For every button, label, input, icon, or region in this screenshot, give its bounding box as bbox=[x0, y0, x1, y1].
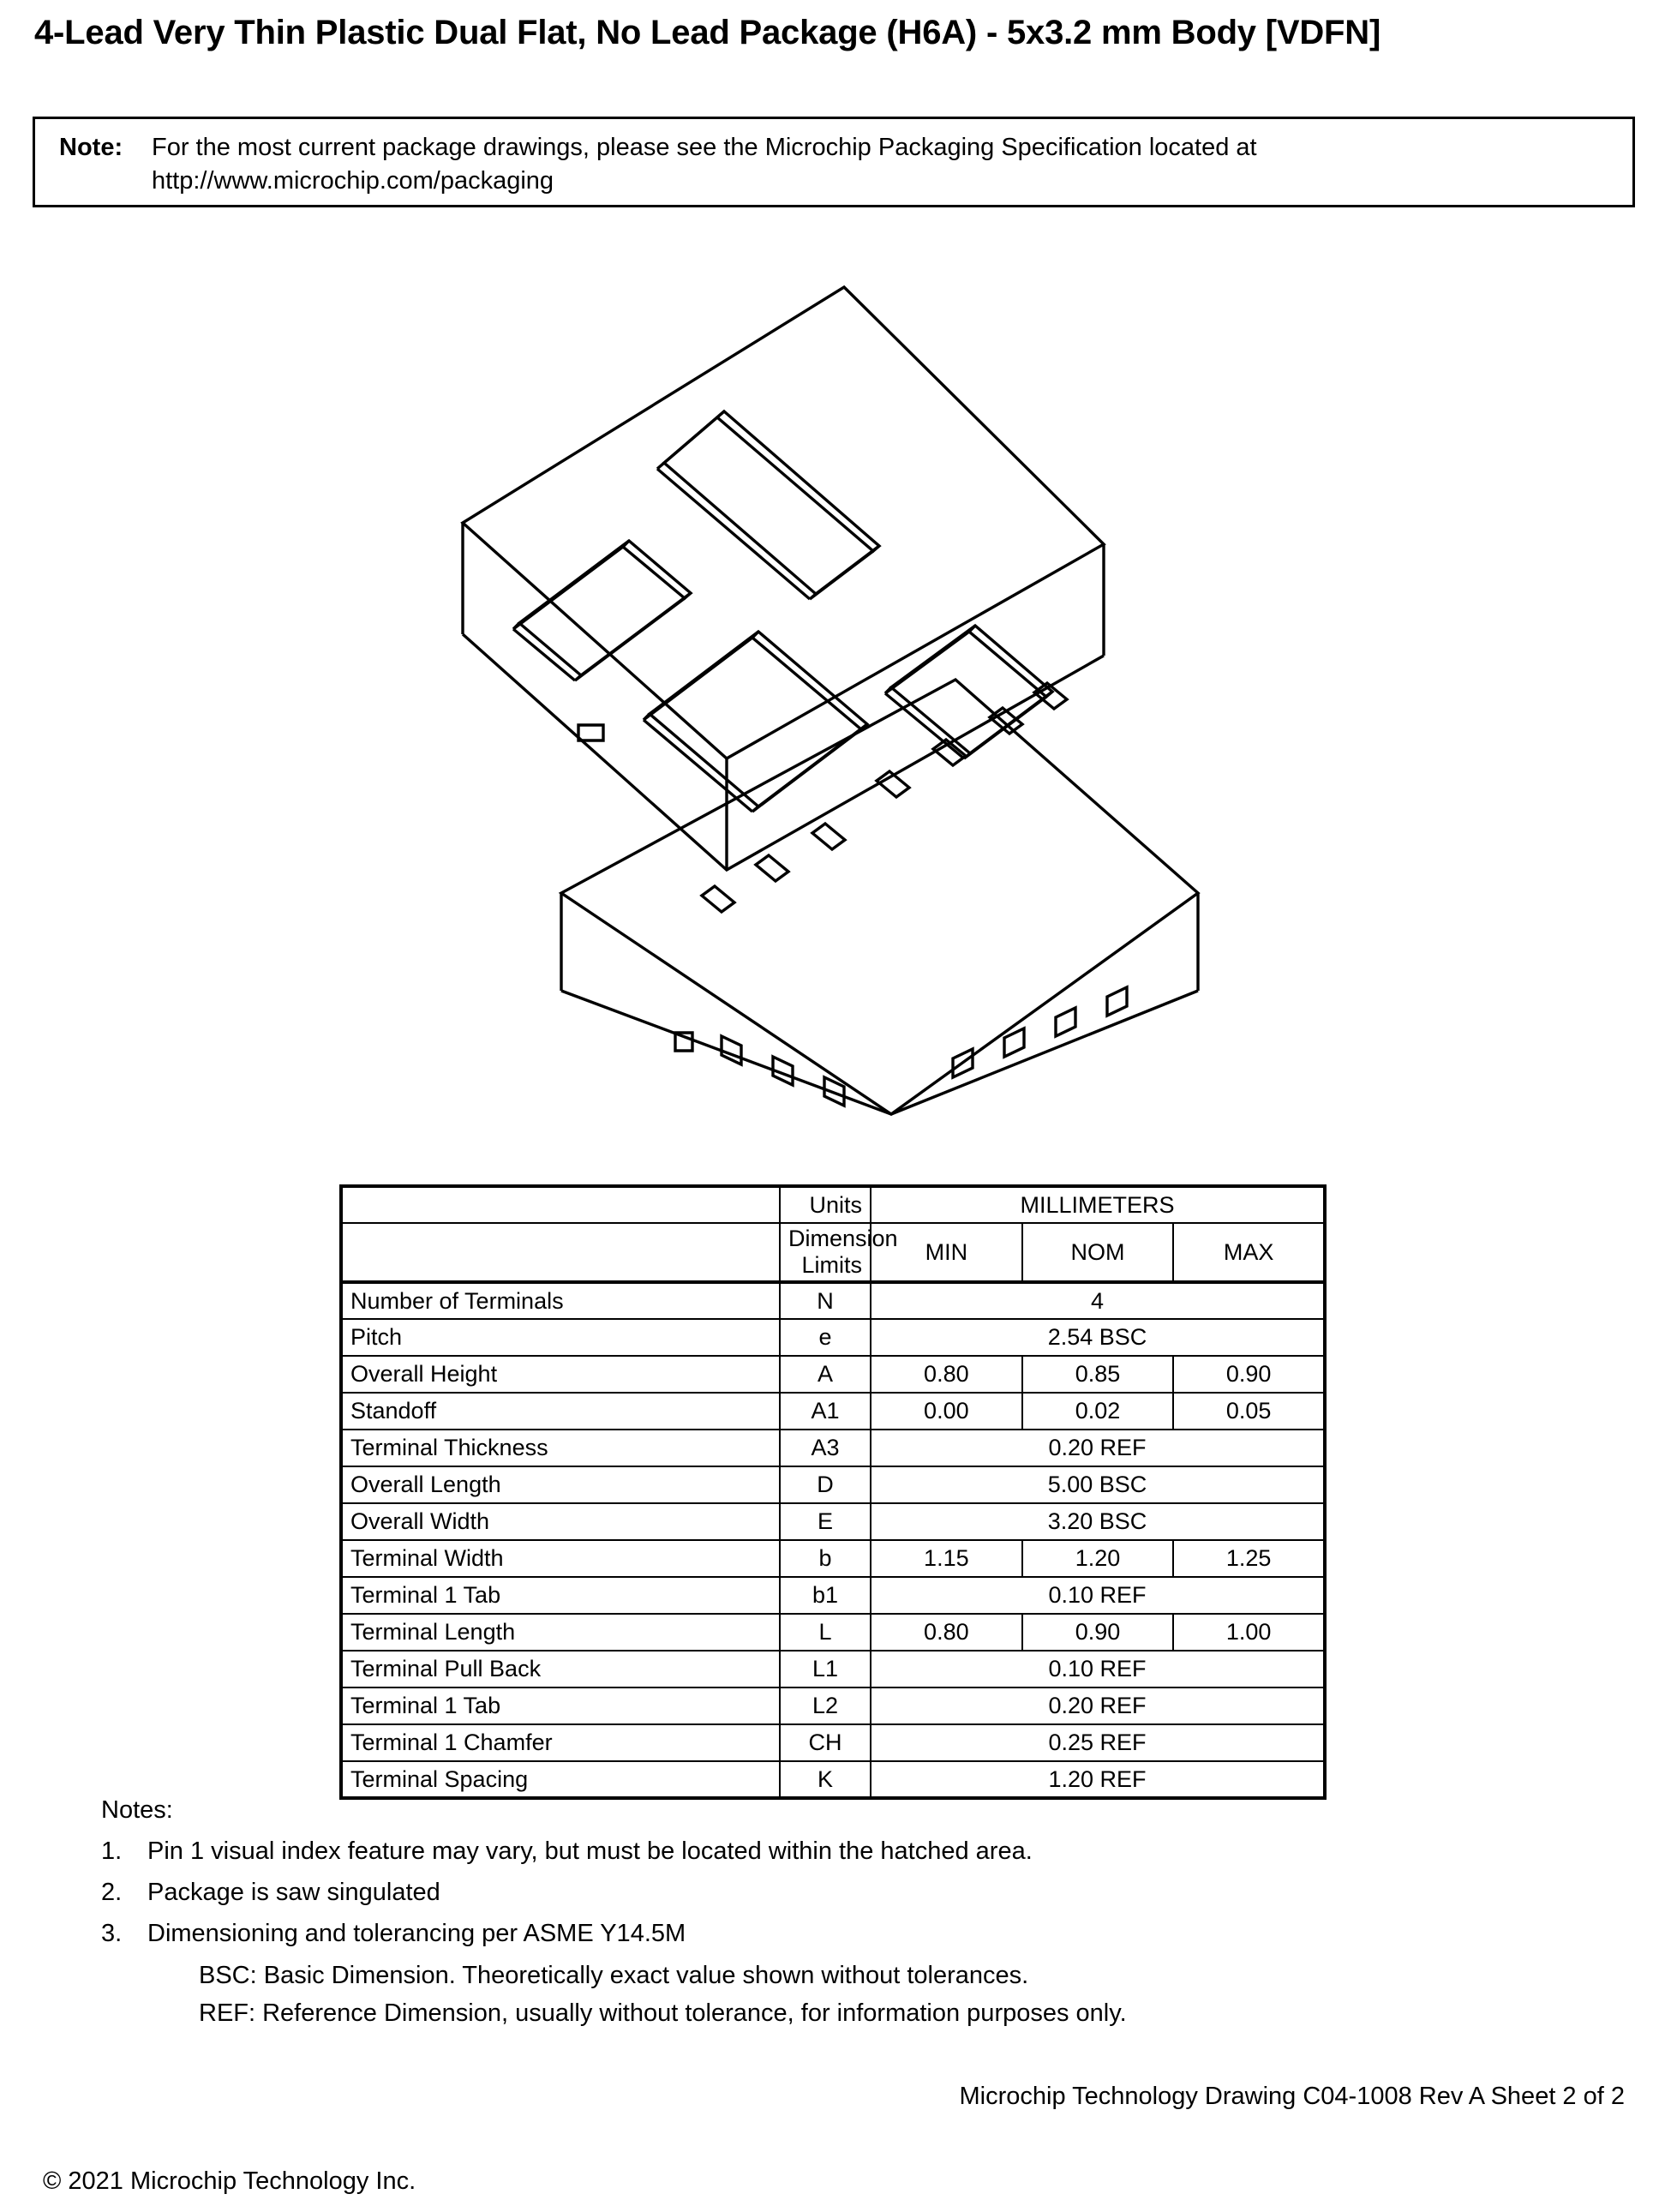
dimension-symbol: L2 bbox=[780, 1687, 871, 1724]
isometric-body-view bbox=[561, 680, 1198, 1114]
definition-line: BSC: Basic Dimension. Theoretically exact value shown without tolerances. bbox=[199, 1961, 1029, 1989]
dimension-label: Standoff bbox=[341, 1393, 780, 1430]
side-terminal bbox=[877, 771, 909, 797]
notes-definitions bbox=[199, 1961, 1472, 2029]
dimension-value-nom: 0.90 bbox=[1022, 1614, 1174, 1651]
dimension-symbol: A1 bbox=[780, 1393, 871, 1430]
terminal-pad bbox=[657, 411, 879, 599]
dimension-value-span: 3.20 BSC bbox=[871, 1503, 1325, 1540]
dimension-symbol: E bbox=[780, 1503, 871, 1540]
dimension-label: Number of Terminals bbox=[341, 1282, 780, 1319]
terminal-1-tab bbox=[578, 725, 603, 740]
dimension-value-span: 4 bbox=[871, 1282, 1325, 1319]
side-terminal bbox=[933, 740, 966, 765]
list-item bbox=[101, 1919, 1472, 1948]
dimension-symbol: L1 bbox=[780, 1651, 871, 1687]
col-header-min: MIN bbox=[871, 1223, 1022, 1282]
package-drawings bbox=[0, 257, 1671, 1148]
dimension-value-nom: 0.02 bbox=[1022, 1393, 1174, 1430]
definition-line: REF: Reference Dimension, usually without tolerance, for information purposes only. bbox=[199, 1999, 1127, 2028]
table-row bbox=[341, 1614, 1325, 1651]
side-terminal bbox=[702, 886, 734, 912]
dimension-value-min: 1.15 bbox=[871, 1540, 1022, 1577]
side-terminal bbox=[990, 708, 1022, 734]
list-item bbox=[101, 1837, 1472, 1866]
table-row bbox=[341, 1651, 1325, 1687]
dimension-symbol: A3 bbox=[780, 1430, 871, 1466]
list-item-text: Dimensioning and tolerancing per ASME Y14.5M bbox=[147, 1920, 686, 1948]
dimension-symbol: b1 bbox=[780, 1577, 871, 1614]
dimension-label: Terminal Spacing bbox=[341, 1761, 780, 1798]
table-row bbox=[341, 1503, 1325, 1540]
list-item-text: Package is saw singulated bbox=[147, 1879, 440, 1907]
list-item-number: 1. bbox=[101, 1837, 123, 1865]
dimension-symbol: D bbox=[780, 1466, 871, 1503]
dimension-value-nom: 0.85 bbox=[1022, 1356, 1174, 1393]
table-header-limits-row bbox=[341, 1223, 1325, 1282]
dimension-value-min: 0.00 bbox=[871, 1393, 1022, 1430]
dimension-table-container bbox=[339, 1184, 1323, 1800]
dimension-value-max: 1.00 bbox=[1173, 1614, 1325, 1651]
copyright-notice: © 2021 Microchip Technology Inc. bbox=[43, 2167, 416, 2195]
dimension-label: Overall Length bbox=[341, 1466, 780, 1503]
dimension-label: Pitch bbox=[341, 1319, 780, 1356]
dimension-value-max: 1.25 bbox=[1173, 1540, 1325, 1577]
table-row bbox=[341, 1282, 1325, 1319]
units-blank-cell bbox=[341, 1186, 780, 1223]
isometric-top-view-with-pads bbox=[463, 287, 1104, 912]
dimension-label: Terminal Thickness bbox=[341, 1430, 780, 1466]
dimension-value-span: 2.54 BSC bbox=[871, 1319, 1325, 1356]
drawing-reference: Microchip Technology Drawing C04-1008 Rev A Sheet 2 of 2 bbox=[959, 2083, 1625, 2110]
list-item-number: 3. bbox=[101, 1920, 123, 1948]
dimension-value-span: 0.10 REF bbox=[871, 1577, 1325, 1614]
dimension-value-min: 0.80 bbox=[871, 1356, 1022, 1393]
dimension-limits-label-cell: Dimension Limits bbox=[780, 1223, 871, 1282]
table-row bbox=[341, 1724, 1325, 1761]
side-terminal bbox=[1056, 1008, 1075, 1036]
list-item-text: Pin 1 visual index feature may vary, but must be located within the hatched area. bbox=[147, 1837, 1033, 1865]
dimension-value-max: 0.05 bbox=[1173, 1393, 1325, 1430]
table-row bbox=[341, 1761, 1325, 1798]
note-text: For the most current package drawings, please see the Microchip Packaging Specification located at http://www.microchip.com/packaging bbox=[152, 134, 1257, 195]
dimension-value-span: 0.20 REF bbox=[871, 1687, 1325, 1724]
dimension-value-span: 0.25 REF bbox=[871, 1724, 1325, 1761]
side-terminal bbox=[756, 855, 788, 881]
page-title: 4-Lead Very Thin Plastic Dual Flat, No Lead Package (H6A) - 5x3.2 mm Body [VDFN] bbox=[34, 14, 1381, 51]
dimension-symbol: CH bbox=[780, 1724, 871, 1761]
dimension-label: Terminal Pull Back bbox=[341, 1651, 780, 1687]
dimension-symbol: A bbox=[780, 1356, 871, 1393]
dimension-symbol: K bbox=[780, 1761, 871, 1798]
side-terminal bbox=[1034, 683, 1067, 709]
dimension-value-span: 0.10 REF bbox=[871, 1651, 1325, 1687]
dimension-label: Terminal 1 Chamfer bbox=[341, 1724, 780, 1761]
table-header-units-row bbox=[341, 1186, 1325, 1223]
table-row bbox=[341, 1577, 1325, 1614]
list-item bbox=[101, 1878, 1472, 1907]
dimension-value-span: 5.00 BSC bbox=[871, 1466, 1325, 1503]
dimension-label: Terminal Length bbox=[341, 1614, 780, 1651]
table-row bbox=[341, 1393, 1325, 1430]
side-terminal bbox=[1004, 1028, 1024, 1057]
dimension-value-span: 0.20 REF bbox=[871, 1430, 1325, 1466]
dimension-symbol: N bbox=[780, 1282, 871, 1319]
dimension-symbol: e bbox=[780, 1319, 871, 1356]
dimension-label: Overall Height bbox=[341, 1356, 780, 1393]
col-header-max: MAX bbox=[1173, 1223, 1325, 1282]
package-isometric-svg bbox=[0, 257, 1671, 1148]
limits-blank-cell bbox=[341, 1223, 780, 1282]
dimension-value-min: 0.80 bbox=[871, 1614, 1022, 1651]
dimension-label: Overall Width bbox=[341, 1503, 780, 1540]
col-header-nom: NOM bbox=[1022, 1223, 1174, 1282]
units-label-cell: Units bbox=[780, 1186, 871, 1223]
table-row bbox=[341, 1466, 1325, 1503]
notes-list bbox=[101, 1837, 1472, 1949]
side-terminal bbox=[1107, 987, 1127, 1016]
table-row bbox=[341, 1687, 1325, 1724]
table-row bbox=[341, 1319, 1325, 1356]
notes-heading: Notes: bbox=[101, 1796, 173, 1824]
side-terminal bbox=[812, 824, 845, 849]
dimension-label: Terminal 1 Tab bbox=[341, 1577, 780, 1614]
terminal-pad bbox=[513, 541, 691, 680]
dimension-symbol: b bbox=[780, 1540, 871, 1577]
dimension-symbol: L bbox=[780, 1614, 871, 1651]
table-row bbox=[341, 1430, 1325, 1466]
dimension-value-span: 1.20 REF bbox=[871, 1761, 1325, 1798]
dimension-value-max: 0.90 bbox=[1173, 1356, 1325, 1393]
notes-section bbox=[101, 1798, 1472, 2037]
dimension-label: Terminal Width bbox=[341, 1540, 780, 1577]
list-item-number: 2. bbox=[101, 1879, 123, 1907]
note-box bbox=[33, 117, 1635, 207]
table-row bbox=[341, 1540, 1325, 1577]
table-row bbox=[341, 1356, 1325, 1393]
terminal-pad bbox=[644, 632, 867, 812]
note-label: Note: bbox=[59, 134, 123, 161]
dimension-value-nom: 1.20 bbox=[1022, 1540, 1174, 1577]
dimension-table bbox=[339, 1184, 1327, 1800]
units-value-cell: MILLIMETERS bbox=[871, 1186, 1325, 1223]
dimension-label: Terminal 1 Tab bbox=[341, 1687, 780, 1724]
